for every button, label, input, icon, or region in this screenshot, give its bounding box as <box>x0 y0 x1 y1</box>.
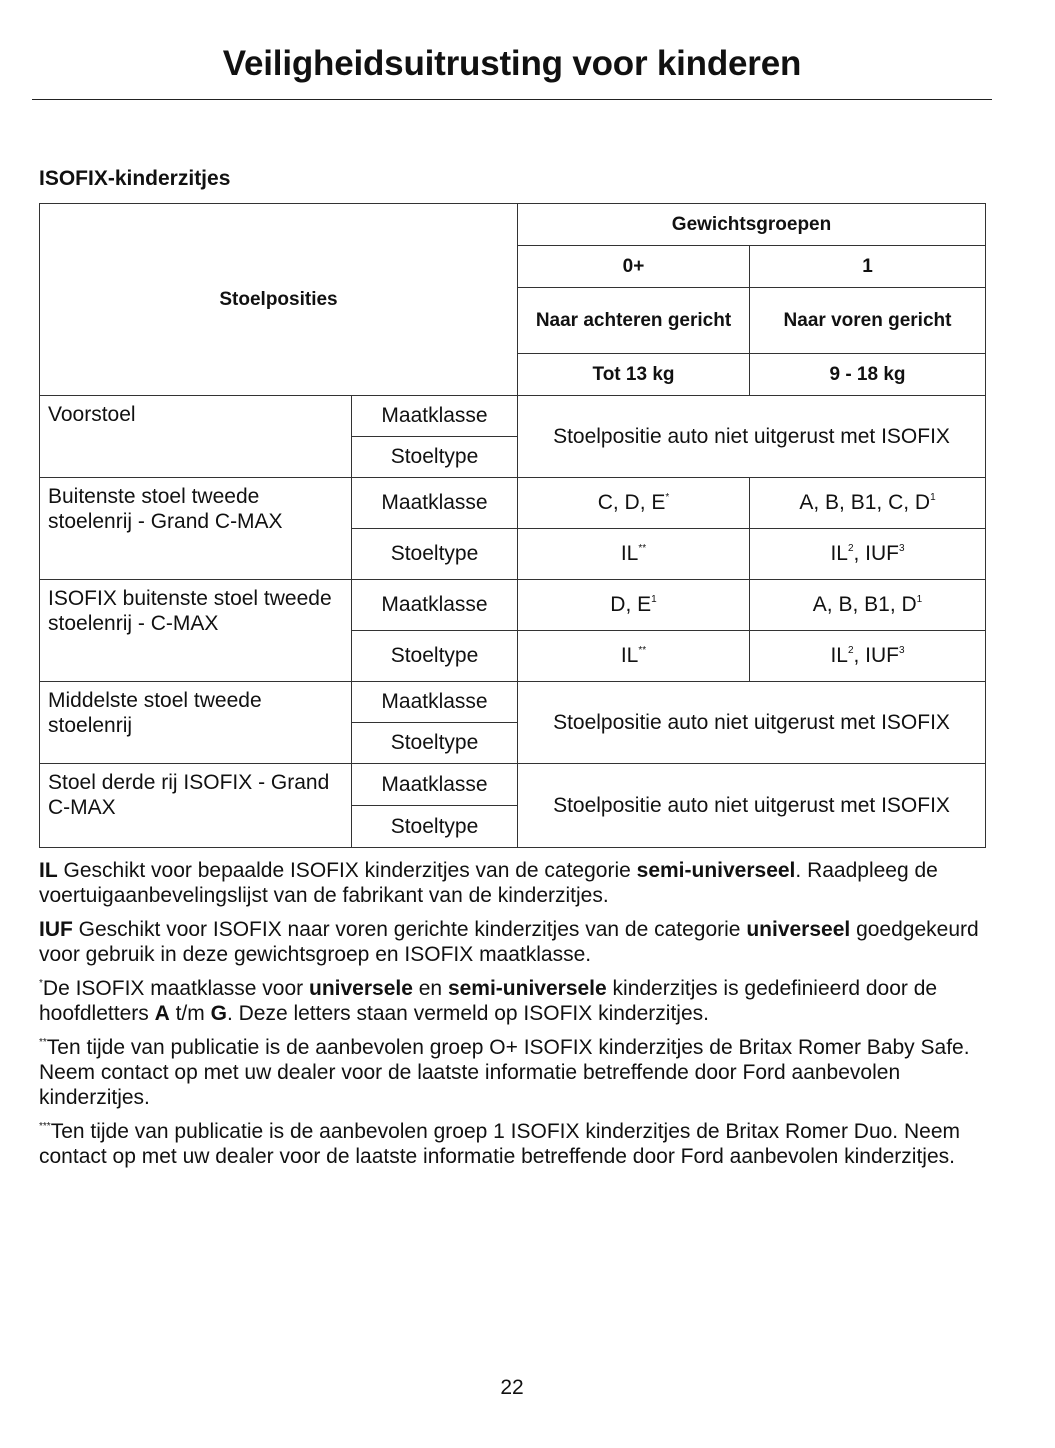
cell-size-1: A, B, B1, C, $D^1$ <box>750 478 986 529</box>
header-weight-2: 9 - 18 kg <box>750 354 986 396</box>
cell-type-1: $IL^2$, IUF$^3$ <box>750 631 986 682</box>
label-maatklasse: Maatklasse <box>352 478 518 529</box>
label-stoeltype: Stoeltype <box>352 723 518 764</box>
row-position-voorstoel: Voorstoel <box>40 396 352 478</box>
header-group-0plus: 0+ <box>518 246 750 288</box>
isofix-table <box>39 203 986 848</box>
header-group-1: 1 <box>750 246 986 288</box>
merged-not-equipped: Stoelpositie auto niet uitgerust met ISOFIX <box>518 764 986 848</box>
header-gewichtsgroepen: Gewichtsgroepen <box>518 204 986 246</box>
label-maatklasse: Maatklasse <box>352 396 518 437</box>
note-il: IL Geschikt voor bepaalde ISOFIX kinderzitjes van de categorie semi-universeel. Raadpleeg de voertuigaanbevelingslijst van de fabrikant van de kinderzitjes. <box>39 859 938 907</box>
title-divider <box>32 99 992 100</box>
label-maatklasse: Maatklasse <box>352 682 518 723</box>
merged-not-equipped: Stoelpositie auto niet uitgerust met ISOFIX <box>518 396 986 478</box>
label-stoeltype: Stoeltype <box>352 437 518 478</box>
header-stoelposities: Stoelposities <box>40 204 518 396</box>
label-stoeltype: Stoeltype <box>352 631 518 682</box>
row-position-middelste: Middelste stoel tweede stoelenrij <box>40 682 352 764</box>
page-title: Veiligheidsuitrusting voor kinderen <box>222 44 802 83</box>
cell-size-0plus: D, $E^1$ <box>518 580 750 631</box>
row-position-buitenste-cmax: ISOFIX buitenste stoel tweede stoelenrij - C-MAX <box>40 580 352 682</box>
page-number: 22 <box>500 1376 524 1399</box>
label-maatklasse: Maatklasse <box>352 580 518 631</box>
merged-not-equipped: Stoelpositie auto niet uitgerust met ISOFIX <box>518 682 986 764</box>
section-title: ISOFIX-kinderzitjes <box>39 167 231 190</box>
footnotes <box>39 858 999 1178</box>
cell-type-0plus: IL** <box>518 631 750 682</box>
cell-size-1: A, B, B1, $D^1$ <box>750 580 986 631</box>
header-direction-front: Naar voren gericht <box>750 288 986 354</box>
header-direction-rear: Naar achteren gericht <box>518 288 750 354</box>
cell-size-0plus: C, D, E* <box>518 478 750 529</box>
row-position-buitenste-grand: Buitenste stoel tweede stoelenrij - Grand C-MAX <box>40 478 352 580</box>
label-stoeltype: Stoeltype <box>352 529 518 580</box>
cell-type-0plus: IL** <box>518 529 750 580</box>
label-stoeltype: Stoeltype <box>352 806 518 848</box>
row-position-derde-rij: Stoel derde rij ISOFIX - Grand C-MAX <box>40 764 352 848</box>
note-star3: ***Ten tijde van publicatie is de aanbevolen groep 1 ISOFIX kinderzitjes de Britax Romer Duo. Neem contact op met uw dealer voor de laatste informatie betreffende door Ford aanbevolen kinderzitjes. <box>39 1120 960 1168</box>
note-iuf: IUF Geschikt voor ISOFIX naar voren gerichte kinderzitjes van de categorie universeel goedgekeurd voor gebruik in deze gewichtsgroep en ISOFIX maatklasse. <box>39 918 979 966</box>
label-maatklasse: Maatklasse <box>352 764 518 806</box>
note-star2: **Ten tijde van publicatie is de aanbevolen groep O+ ISOFIX kinderzitjes de Britax Romer Baby Safe. Neem contact op met uw dealer voor de laatste informatie betreffende door Ford aanbevolen kinderzitjes. <box>39 1036 970 1109</box>
note-star1: *De ISOFIX maatklasse voor universele en semi-universele kinderzitjes is gedefinieerd door de hoofdletters A t/m G. Deze letters staan vermeld op ISOFIX kinderzitjes. <box>39 977 938 1025</box>
cell-type-1: $IL^2$, IUF$^3$ <box>750 529 986 580</box>
header-weight-1: Tot 13 kg <box>518 354 750 396</box>
